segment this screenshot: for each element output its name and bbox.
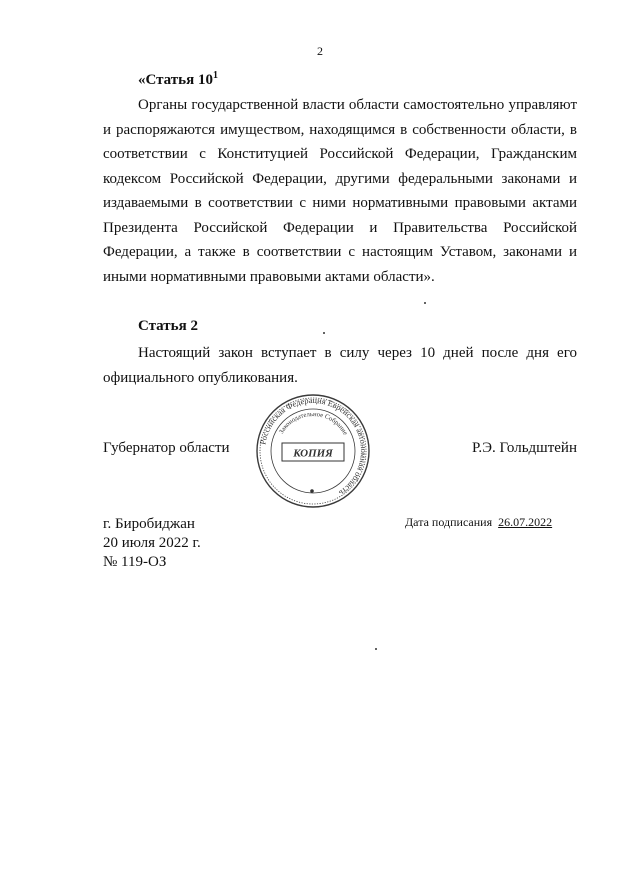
signatory-name: Р.Э. Гольдштейн (471, 440, 577, 456)
seal-inner-text: Законодательное Собрание (278, 410, 349, 437)
article-10-1-body: Органы государственной власти области самостоятельно управляют и распоряжаются имуществом, находящимся в собственности области, в соответствии с Конституцией Российской Федерации, Гражданским кодексом Российской Федерации, другими федеральными законами и издаваемыми в соответствии с ними нормативными правовыми актами Президента Российской Федерации и Правительства Российской Федерации, а также в соответствии с настоящим Уставом, законами и иными нормативными правовыми актами области». (103, 97, 577, 285)
article-2-heading: Статья 2 (138, 318, 198, 334)
scan-speck (424, 302, 426, 304)
law-number: № 119-ОЗ (103, 554, 167, 570)
signing-date-value: 26.07.2022 (498, 515, 553, 529)
signatory-title: Губернатор области (103, 440, 230, 456)
city: г. Биробиджан (103, 516, 195, 532)
signing-date-label: Дата подписания (405, 515, 493, 529)
article-heading-superscript: 1 (212, 70, 218, 81)
opening-quote: « (138, 72, 146, 88)
scan-speck (375, 648, 377, 650)
article-heading-text: Статья 10 (145, 72, 213, 88)
page-number: 2 (317, 44, 323, 58)
place-date-number (103, 515, 201, 572)
seal-ring-text: Российская Федерация Еврейская автономная область (258, 395, 369, 498)
official-seal-stamp (255, 393, 371, 509)
law-date: 20 июля 2022 г. (103, 535, 201, 551)
signing-date (405, 515, 552, 530)
article-2-body: Настоящий закон вступает в силу через 10 дней после дня его официального опубликования. (103, 345, 577, 386)
scan-speck (323, 332, 325, 334)
article-10-1-heading (138, 70, 218, 89)
seal-copy-label: КОПИЯ (293, 447, 333, 460)
